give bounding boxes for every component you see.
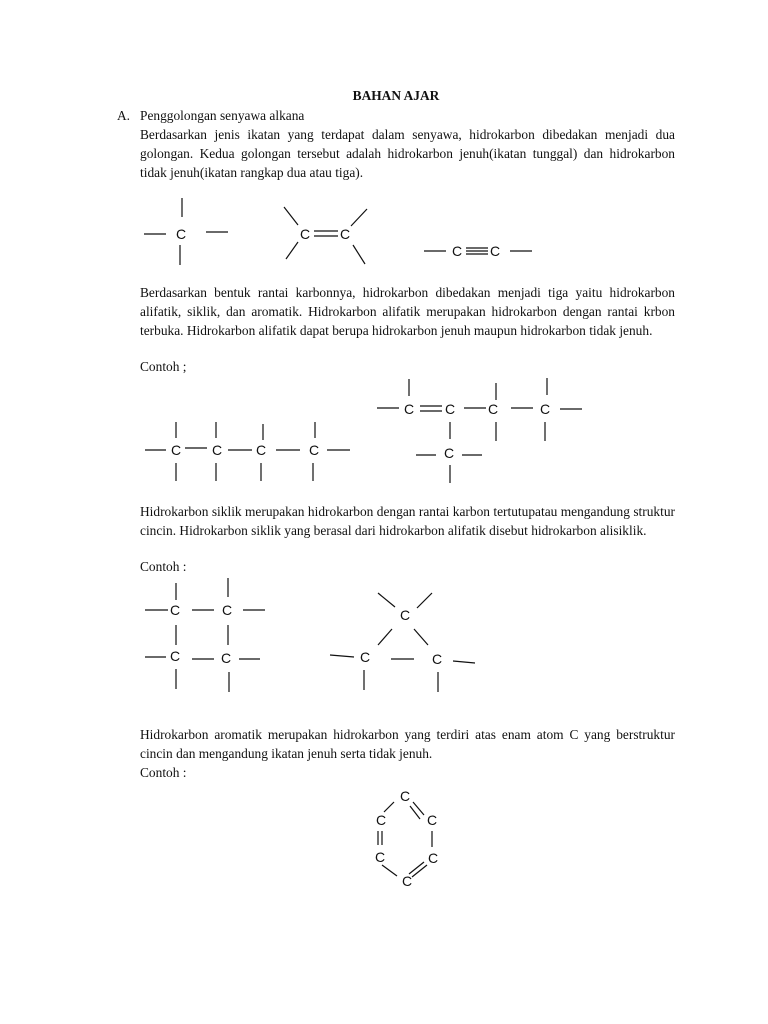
paragraph-bond-types: Berdasarkan jenis ikatan yang terdapat dalam senyawa, hidrokarbon dibedakan menjadi dua golongan. Kedua golongan tersebut adalah hidrokarbon jenuh(ikatan tunggal) dan hidrokarbon tidak jenuh(ikatan rangkap dua atau tiga). — [140, 127, 675, 180]
page-title: BAHAN AJAR — [352, 88, 440, 103]
bond-line — [384, 802, 394, 812]
carbon-atom-label: C — [490, 243, 501, 259]
paragraph-aromatic: Hidrokarbon aromatik merupakan hidrokarbon yang terdiri atas enam atom C yang berstruktur cincin dan mengandung ikatan jenuh serta tidak jenuh. — [140, 727, 675, 761]
carbon-atom-label: C — [212, 442, 223, 458]
bond-line — [286, 242, 298, 259]
carbon-atom-label: C — [428, 850, 439, 866]
section-heading: Penggolongan senyawa alkana — [140, 108, 305, 123]
example-label-2: Contoh : — [140, 559, 187, 574]
example-label-3: Contoh : — [140, 765, 187, 780]
carbon-atom-label: C — [400, 788, 411, 804]
carbon-atom-label: C — [445, 401, 456, 417]
carbon-atom-label: C — [444, 445, 455, 461]
carbon-atom-label: C — [360, 649, 371, 665]
bond-line — [378, 629, 392, 645]
carbon-atom-label: C — [176, 226, 187, 242]
example-label-1: Contoh ; — [140, 359, 187, 374]
carbon-atom-label: C — [540, 401, 551, 417]
carbon-atom-label: C — [221, 650, 232, 666]
carbon-atom-label: C — [376, 812, 387, 828]
carbon-atom-label: C — [309, 442, 320, 458]
carbon-atom-label: C — [171, 442, 182, 458]
carbon-atom-label: C — [340, 226, 351, 242]
carbon-atom-label: C — [404, 401, 415, 417]
carbon-atom-label: C — [256, 442, 267, 458]
bond-line — [413, 802, 424, 815]
paragraph-cyclic: Hidrokarbon siklik merupakan hidrokarbon dengan rantai karbon tertutupatau mengandung struktur cincin. Hidrokarbon siklik yang berasal dari hidrokarbon alifatik disebut hidrokarbon alisiklik. — [140, 504, 675, 538]
carbon-atom-label: C — [402, 873, 413, 889]
bond-line — [453, 661, 475, 663]
carbon-atom-label: C — [375, 849, 386, 865]
benzene-ring-diagram — [360, 785, 460, 895]
section-letter: A. — [117, 108, 131, 123]
bond-line — [382, 865, 397, 876]
bond-line — [284, 207, 298, 225]
bond-line — [412, 865, 427, 877]
aliphatic-chains-diagram — [140, 375, 600, 490]
carbon-atom-label: C — [452, 243, 463, 259]
bond-line — [378, 593, 395, 607]
paragraph-chain-shape: Berdasarkan bentuk rantai karbonnya, hidrokarbon dibedakan menjadi tiga yaitu hidrokarbon alifatik, siklik, dan aromatik. Hidrokarbon alifatik merupakan hidrokarbon dengan rantai krbon terbuka. Hidrokarbon alifatik dapat berupa hidrokarbon jenuh maupun hidrokarbon tidak jenuh. — [140, 285, 675, 338]
bond-line — [330, 655, 354, 657]
carbon-atom-label: C — [300, 226, 311, 242]
carbon-atom-label: C — [427, 812, 438, 828]
bond-line — [351, 209, 367, 226]
carbon-atom-label: C — [400, 607, 411, 623]
bond-line — [353, 245, 365, 264]
bond-types-diagram — [140, 195, 540, 275]
bond-line — [417, 593, 432, 608]
carbon-atom-label: C — [170, 648, 181, 664]
carbon-atom-label: C — [170, 602, 181, 618]
carbon-atom-label: C — [488, 401, 499, 417]
carbon-atom-label: C — [222, 602, 233, 618]
cyclic-structures-diagram — [140, 575, 500, 700]
carbon-atom-label: C — [432, 651, 443, 667]
bond-line — [414, 629, 428, 645]
